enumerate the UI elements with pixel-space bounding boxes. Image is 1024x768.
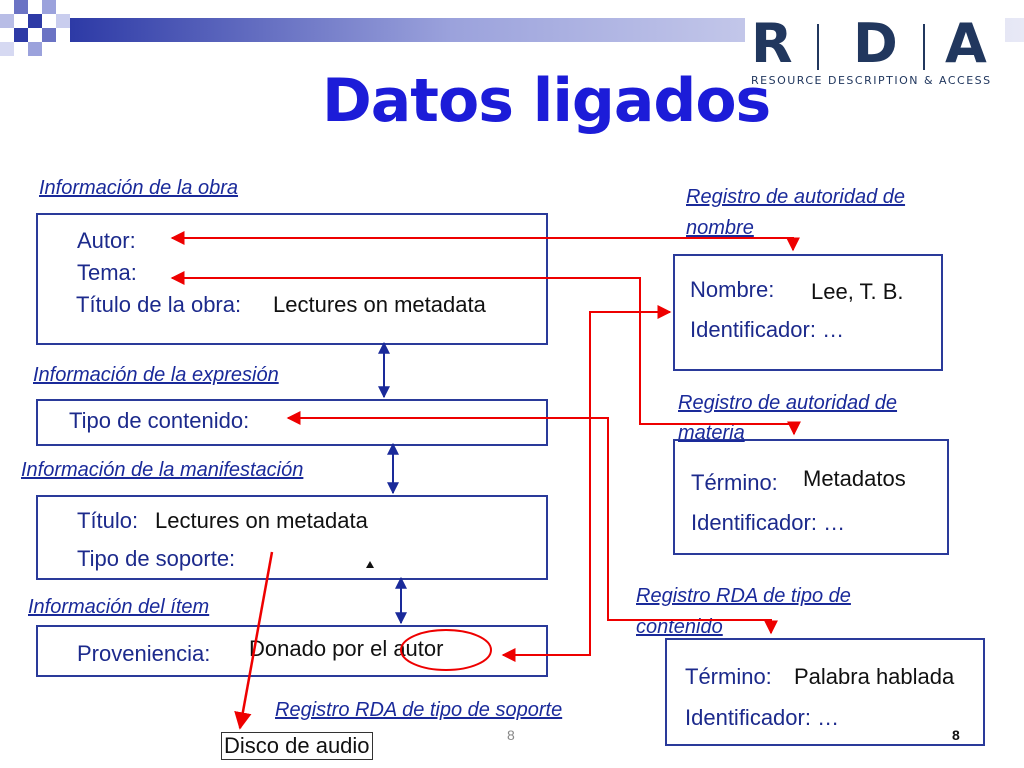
name-authority-header-line2: nombre	[686, 217, 754, 239]
carrier-type-header: Registro RDA de tipo de soporte	[275, 699, 563, 721]
rda-logo-tagline: RESOURCE DESCRIPTION & ACCESS	[751, 74, 992, 87]
page-number: 8	[507, 727, 515, 743]
author-label: Autor:	[77, 228, 136, 253]
work-title-value: Lectures on metadata	[273, 292, 486, 317]
rda-logo-letter-r: R	[751, 12, 795, 75]
content-type-link	[288, 418, 771, 633]
content-type-header-line2: contenido	[636, 616, 723, 638]
carrier-type-link	[240, 552, 272, 728]
content-type-header-line1: Registro RDA de tipo de	[636, 585, 851, 607]
term-value: Metadatos	[803, 466, 906, 491]
expression-header: Información de la expresión	[33, 364, 279, 386]
work-header: Información de la obra	[39, 177, 239, 199]
subject-authority-header-line2: materia	[678, 422, 745, 444]
carrier-type-label: Tipo de soporte:	[77, 546, 236, 571]
rda-logo-letter-a: A	[945, 12, 989, 75]
content-term-label: Término:	[685, 664, 772, 689]
provenance-label: Proveniencia:	[77, 641, 211, 666]
manifestation-title-label: Título:	[77, 508, 139, 533]
author-highlight-ellipse	[401, 630, 491, 670]
cursor-marker	[366, 561, 374, 568]
name-label: Nombre:	[690, 277, 775, 302]
name-authority-header-line1: Registro de autoridad de	[686, 186, 906, 208]
content-term-value: Palabra hablada	[794, 664, 955, 689]
subject-authority-header-line1: Registro de autoridad de	[678, 392, 898, 414]
name-identifier-label: Identificador: …	[690, 317, 845, 342]
carrier-type-value-text: Disco de audio	[224, 733, 370, 758]
manifestation-header: Información de la manifestación	[21, 459, 304, 481]
author-name-link	[172, 238, 793, 248]
provenance-name-link	[503, 312, 670, 655]
page-number-corner: 8	[952, 727, 960, 743]
provenance-value: Donado por el autor	[249, 636, 444, 661]
subject-identifier-label: Identificador: …	[691, 510, 846, 535]
manifestation-title-value: Lectures on metadata	[155, 508, 368, 533]
item-header: Información del ítem	[28, 596, 210, 618]
slide-title: Datos ligados	[322, 66, 771, 136]
term-label: Término:	[691, 470, 778, 495]
subject-term-link	[172, 278, 794, 434]
content-identifier-label: Identificador: …	[685, 705, 840, 730]
subject-label: Tema:	[77, 260, 137, 285]
content-type-label: Tipo de contenido:	[69, 408, 250, 433]
rda-logo-letter-d: D	[853, 12, 900, 75]
name-value: Lee, T. B.	[811, 279, 904, 304]
work-title-label: Título de la obra:	[76, 292, 242, 317]
